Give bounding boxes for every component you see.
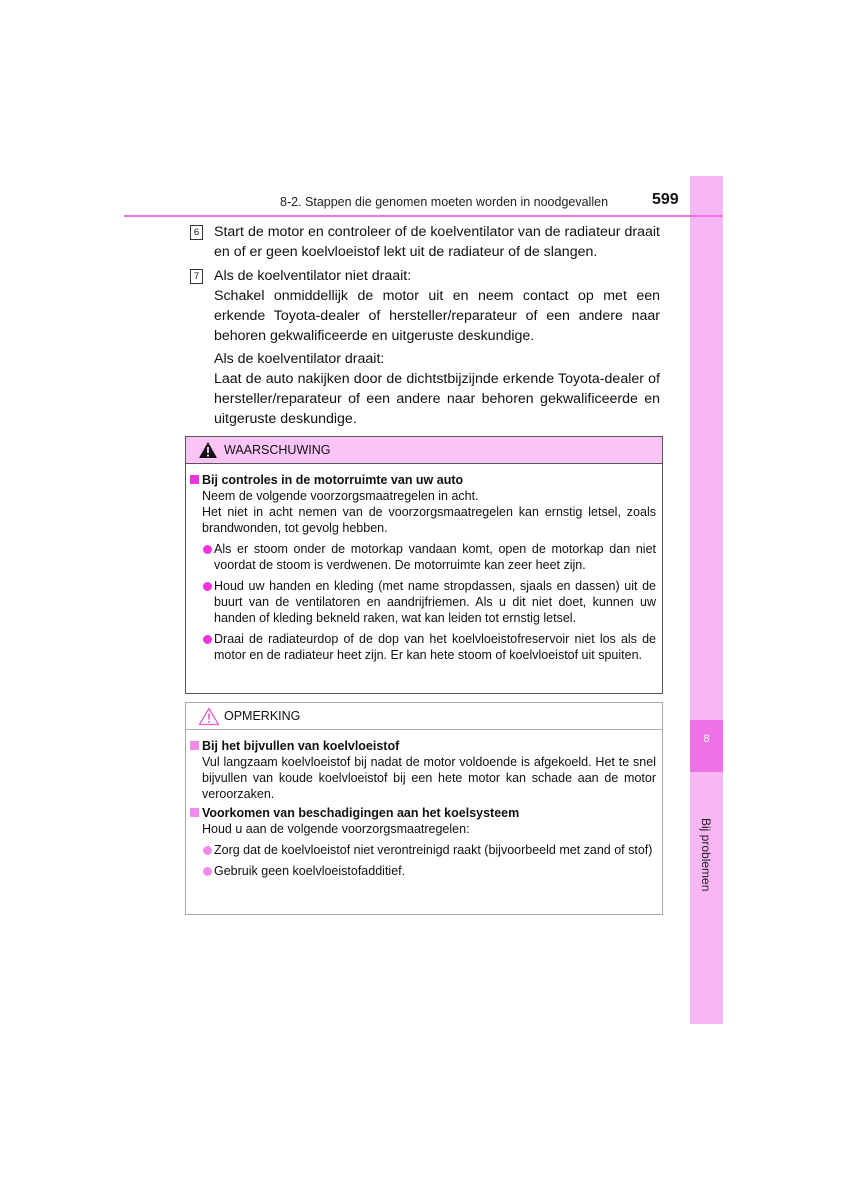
step-number-box: 6 xyxy=(190,225,203,240)
warning-title: Bij controles in de motorruimte van uw auto xyxy=(190,472,656,488)
warning-bullet: Draai de radiateurdop of de dop van het koelvloeistofreservoir niet los als de motor en de radiateur heet zijn. Er kan hete stoom of koelvloeistof uit spuiten. xyxy=(190,631,656,663)
chapter-side-tab xyxy=(690,176,723,1024)
note-section-title: Bij het bijvullen van koelvloeistof xyxy=(190,738,656,754)
note-section-text: Vul langzaam koelvloeistof bij nadat de motor voldoende is afgekoeld. Het te snel bijvullen van koude koelvloeistof bij een hete motor kan schade aan de motor veroorzaken. xyxy=(202,755,656,801)
step-number-box: 7 xyxy=(190,269,203,284)
warning-box xyxy=(185,436,663,694)
warning-consequence: Het niet in acht nemen van de voorzorgsmaatregelen kan ernstig letsel, zoals brandwonden, tot gevolg hebben. xyxy=(202,505,656,535)
step-text: Start de motor en controleer of de koelventilator van de radiateur draait en of er geen koelvloeistof lekt uit de radiateur of de slangen. xyxy=(214,224,660,260)
note-section-title: Voorkomen van beschadigingen aan het koelsysteem xyxy=(190,805,656,821)
warning-bullet: Houd uw handen en kleding (met name stropdassen, sjaals en dassen) uit de buurt van de ventilatoren en aandrijfriemen. Als u dit niet doet, kunnen uw handen of kleding bekneld raken, wat kan leiden tot ernstig letsel. xyxy=(190,578,656,626)
note-label: OPMERKING xyxy=(224,709,301,723)
page-number: 599 xyxy=(652,191,679,208)
warning-bullet: Als er stoom onder de motorkap vandaan komt, open de motorkap dan niet voordat de stoom is verdwenen. De motorruimte kan zeer heet zijn. xyxy=(190,541,656,573)
step-action-running: Laat de auto nakijken door de dichtstbijzijnde erkende Toyota-dealer of hersteller/reparateur of een andere naar behoren gekwalificeerde en uitgeruste deskundige. xyxy=(214,371,660,427)
note-bullet: Gebruik geen koelvloeistofadditief. xyxy=(190,863,656,879)
warning-triangle-icon xyxy=(198,441,218,459)
step-action-not-running: Schakel onmiddellijk de motor uit en neem contact op met een erkende Toyota-dealer of hersteller/reparateur of een andere naar behoren gekwalificeerde en uitgeruste deskundige. xyxy=(214,288,660,344)
note-bullet: Zorg dat de koelvloeistof niet verontreinigd raakt (bijvoorbeeld met zand of stof) xyxy=(190,842,656,858)
header-rule xyxy=(124,215,723,217)
square-bullet-icon xyxy=(190,475,199,484)
warning-intro: Neem de volgende voorzorgsmaatregelen in acht. xyxy=(202,489,479,503)
note-box xyxy=(185,702,663,915)
circle-bullet-icon xyxy=(203,635,212,644)
step-6 xyxy=(190,222,660,262)
warning-label: WAARSCHUWING xyxy=(224,443,331,457)
chapter-label: Bij problemen xyxy=(699,818,713,892)
caution-triangle-icon xyxy=(198,707,220,726)
warning-header xyxy=(186,437,662,464)
square-bullet-icon xyxy=(190,808,199,817)
circle-bullet-icon xyxy=(203,582,212,591)
chapter-number-block xyxy=(690,720,723,772)
step-condition-not-running: Als de koelventilator niet draait: xyxy=(214,268,412,284)
section-heading: 8-2. Stappen die genomen moeten worden in noodgevallen xyxy=(280,195,609,209)
circle-bullet-icon xyxy=(203,867,212,876)
step-7 xyxy=(190,266,660,429)
step-condition-running: Als de koelventilator draait: xyxy=(214,351,385,367)
chapter-number: 8 xyxy=(703,733,710,745)
circle-bullet-icon xyxy=(203,846,212,855)
note-header xyxy=(186,703,662,730)
square-bullet-icon xyxy=(190,741,199,750)
circle-bullet-icon xyxy=(203,545,212,554)
note-section-text: Houd u aan de volgende voorzorgsmaatregelen: xyxy=(202,822,470,836)
